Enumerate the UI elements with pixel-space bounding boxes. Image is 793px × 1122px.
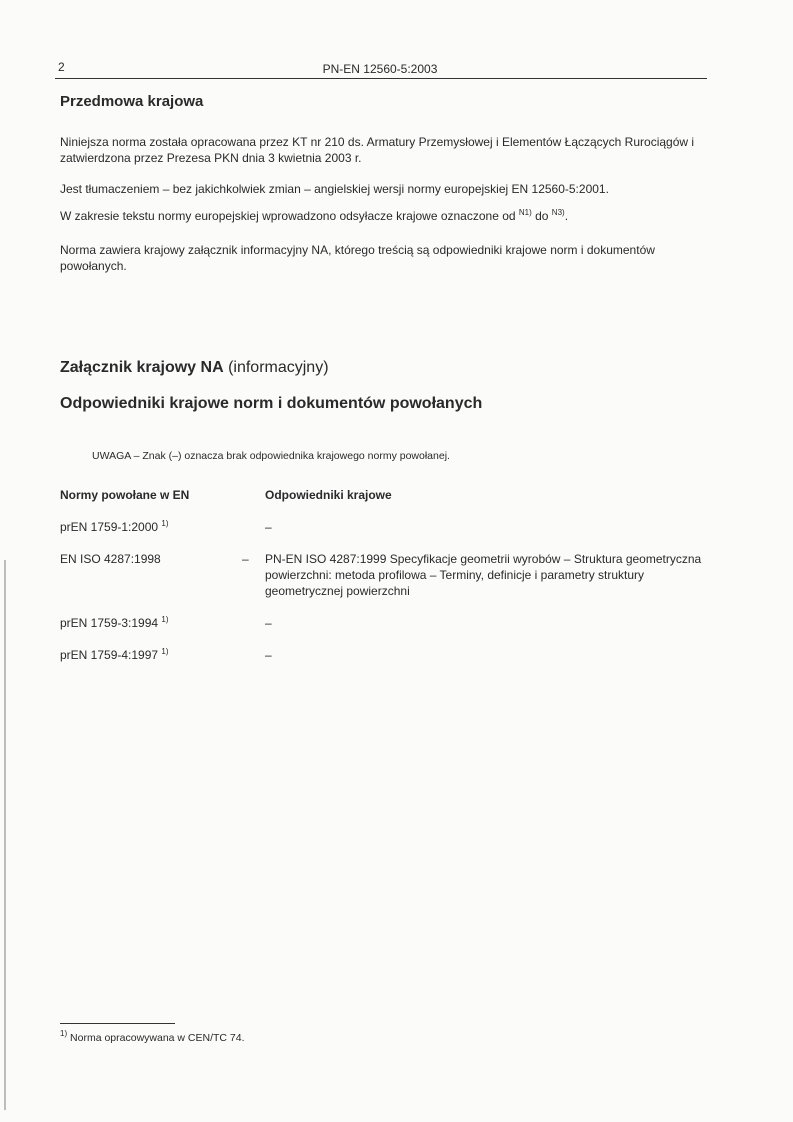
annex-subtitle: Odpowiedniki krajowe norm i dokumentów powołanych [60,395,483,412]
annex-title [60,359,329,377]
annex-note: UWAGA – Znak (–) oznacza brak odpowiednika krajowego normy powołanej. [92,450,450,462]
table-cell-pl: PN-EN ISO 4287:1999 Specyfikacje geometrii wyrobów – Struktura geometryczna powierzchni: metoda profilowa – Terminy, definicje i parametry struktury geometrycznej powierzchni [265,552,702,598]
page-number: 2 [58,60,65,74]
standard-id: PN-EN 12560-5:2003 [322,62,438,76]
table-header-pl: Odpowiedniki krajowe [265,488,392,502]
footnote-rule [60,1023,175,1024]
footnote-mark: 1) [60,1029,68,1038]
table-cell-dash: – [242,552,249,566]
table-cell-pl: – [265,648,272,662]
norm-id: prEN 1759-1:2000 [60,520,159,534]
table-header-en: Normy powołane w EN [60,488,190,502]
table-cell-en: EN ISO 4287:1998 [60,552,161,566]
footnote-ref: N1) [518,208,532,217]
header-rule [55,78,707,79]
annex-title-normal: (informacyjny) [223,359,329,376]
table-cell-en [60,647,169,663]
foreword-paragraph-3 [60,208,720,224]
p3-mid: do [531,209,552,223]
table-cell-en [60,615,169,631]
footnote-ref: 1) [161,615,169,624]
scan-edge [4,560,6,1110]
footnote [60,1029,245,1044]
table-cell-pl: – [265,616,272,630]
norm-id: prEN 1759-3:1994 [60,616,159,630]
foreword-paragraph-1: Niniejsza norma została opracowana przez KT nr 210 ds. Armatury Przemysłowej i Elementów Łączących Rurociągów i zatwierdzona przez Prezesa PKN dnia 3 kwietnia 2003 r. [60,135,695,165]
foreword-paragraph-2: Jest tłumaczeniem – bez jakichkolwiek zmian – angielskiej wersji normy europejskiej EN 12560-5:2001. [60,182,609,196]
norm-id: prEN 1759-4:1997 [60,648,159,662]
table-cell-pl: – [265,520,272,534]
foreword-paragraph-4: Norma zawiera krajowy załącznik informacyjny NA, którego treścią są odpowiedniki krajowe norm i dokumentów powołanych. [60,243,655,273]
annex-title-bold: Załącznik krajowy NA [60,359,224,376]
p3-text: W zakresie tekstu normy europejskiej wprowadzono odsyłacze krajowe oznaczone od [60,209,519,223]
table-cell-en [60,519,169,535]
footnote-text: Norma opracowywana w CEN/TC 74. [67,1032,245,1044]
footnote-ref: N3) [551,208,565,217]
footnote-ref: 1) [161,647,169,656]
footnote-ref: 1) [161,519,169,528]
p3-end: . [564,209,569,223]
foreword-title: Przedmowa krajowa [60,93,204,110]
